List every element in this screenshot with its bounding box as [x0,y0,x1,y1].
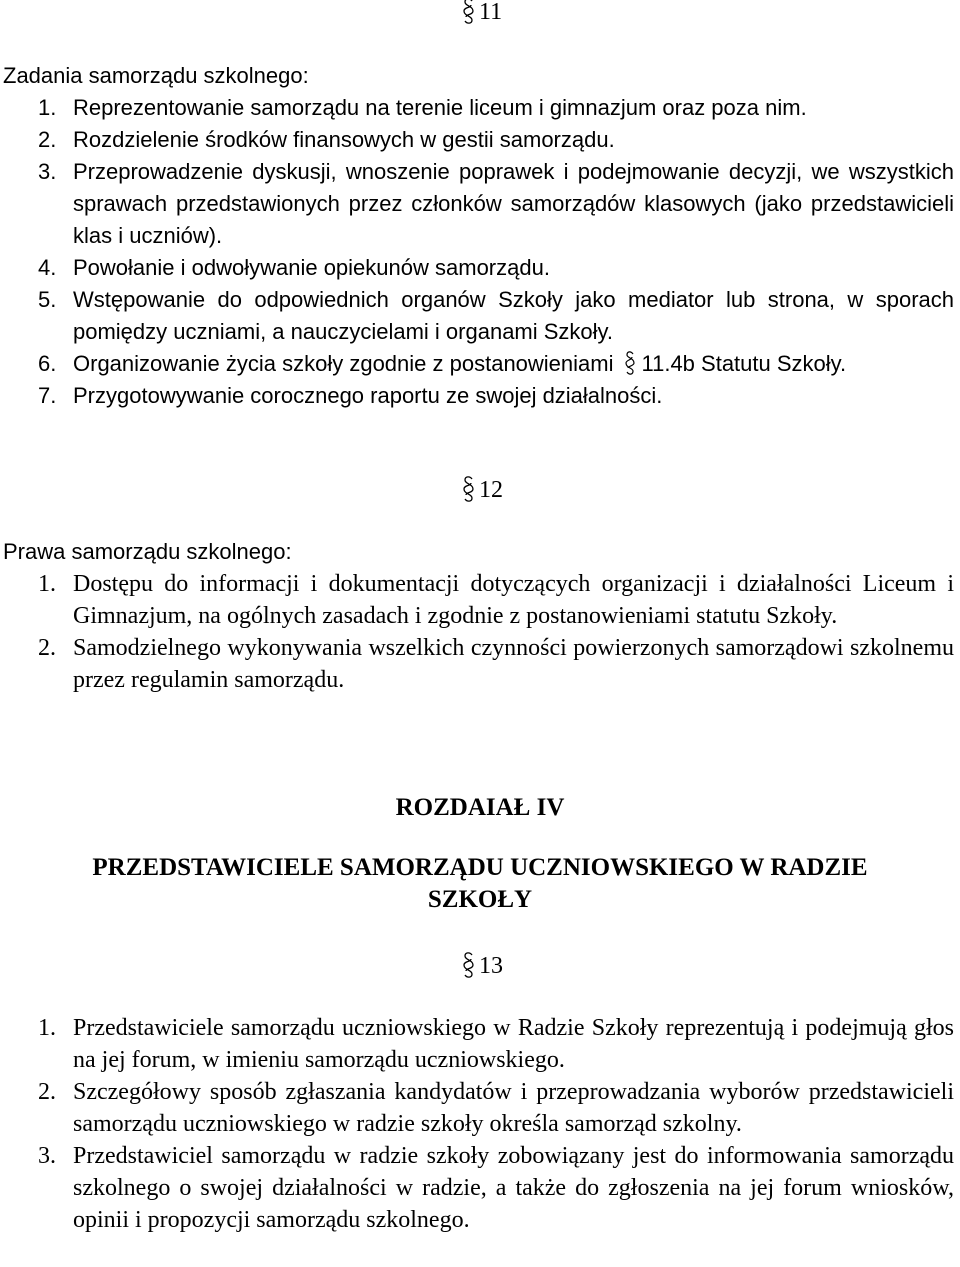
list-item: 3. Przeprowadzenie dyskusji, wnoszenie poprawek i podejmowanie decyzji, we wszystkich sprawach przedstawionych przez członków samorządów klasowych (jako przedstawicieli klas i uczniów). [38,159,954,248]
section-number: 12 [479,477,503,503]
section-12-heading [462,474,503,506]
list-item: 5. Wstępowanie do odpowiednich organów Szkoły jako mediator lub strona, w sporach pomiędzy uczniami, a nauczycielami i organami Szkoły. [38,287,954,344]
section-number: 13 [479,953,503,979]
section-number: 11 [479,0,503,25]
list-item: 1. Reprezentowanie samorządu na terenie liceum i gimnazjum oraz poza nim. [38,95,807,120]
list-item: 3. Przedstawiciel samorządu w radzie szkoły zobowiązany jest do informowania samorządu szkolnego o swojej działalności w radzie, a także do zgłoszenia na jej forum wniosków, opinii i propozycji samorządu szkolnego. [38,1143,954,1233]
tasks-heading: Zadania samorządu szkolnego: [3,63,309,88]
section-sign-icon [624,350,636,376]
list-item: 1. Dostępu do informacji i dokumentacji dotyczących organizacji i działalności Liceum i Gimnazjum, na ogólnych zasadach i zgodnie z postanowieniami statutu Szkoły. [38,571,954,629]
list-item: 4. Powołanie i odwoływanie opiekunów samorządu. [38,255,550,280]
list-item: 2. Szczegółowy sposób zgłaszania kandydatów i przeprowadzania wyborów przedstawicieli samorządu uczniowskiego w radzie szkoły określa samorząd szkolny. [38,1079,954,1137]
section-13-heading [462,950,503,982]
list-item: 6. Organizowanie życia szkoły zgodnie z postanowieniami 11.4b Statutu Szkoły. [38,351,847,376]
list-item: 1. Przedstawiciele samorządu uczniowskiego w Radzie Szkoły reprezentują i podejmują głos na jej forum, w imieniu samorządu uczniowskiego. [38,1015,954,1073]
section-sign-icon [462,951,475,979]
rights-heading: Prawa samorządu szkolnego: [3,539,292,564]
section-11-heading [462,0,502,28]
tasks-list [38,92,954,412]
list-item: 7. Przygotowywanie corocznego raportu ze swojej działalności. [38,383,663,408]
rights-list [38,568,954,696]
section-sign-icon [462,475,475,503]
section-sign-icon [462,0,475,25]
list-item: 2. Samodzielnego wykonywania wszelkich czynności powierzonych samorządowi szkolnemu przez regulamin samorządu. [38,635,954,693]
list-item: 2. Rozdzielenie środków finansowych w gestii samorządu. [38,127,615,152]
chapter-title: ROZDAIAŁ IV [395,794,565,821]
representatives-list [38,1012,954,1236]
chapter-subtitle: PRZEDSTAWICIELE SAMORZĄDU UCZNIOWSKIEGO W RADZIE SZKOŁY [92,854,868,913]
